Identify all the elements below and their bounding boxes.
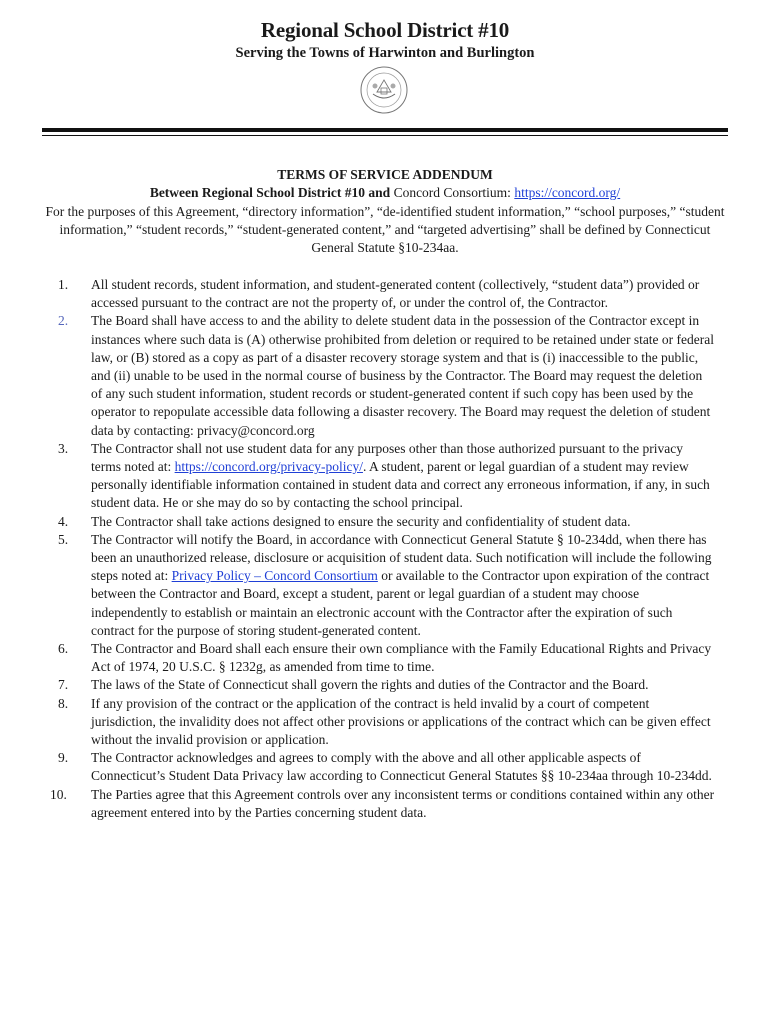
- item-text: The Contractor shall not use student data for any purposes other than those authorized pursuant to the privacy terms noted at:: [91, 440, 683, 475]
- item-text-cont: or available to the Contractor upon expiration of the contract between the Contractor and Board, except a student, parent or legal guardian of a student may choose independently to establish or maintain an electronic account with the Contractor after the expiration of such contract for the purpose of storing student-generated content.: [91, 568, 710, 638]
- header-divider-thin: [42, 135, 728, 136]
- parties-label: Between Regional School District #10 and: [149, 185, 391, 200]
- privacy-policy-link[interactable]: Privacy Policy – Concord Consortium: [171, 568, 378, 584]
- addendum-heading: TERMS OF SERVICE ADDENDUM: [277, 167, 493, 182]
- item-text: The Contractor shall take actions designed to ensure the security and confidentiality of student data.: [91, 513, 631, 529]
- vendor-url-link[interactable]: https://concord.org/: [514, 185, 621, 200]
- item-text: The Contractor will notify the Board, in accordance with Connecticut General Statute § 10-234dd, when there has been an unauthorized release, disclosure or acquisition of student data. Such notification will include the following steps noted at:: [91, 531, 712, 584]
- addendum-parties: [0, 185, 770, 201]
- vendor-name: Concord Consortium:: [393, 185, 511, 200]
- item-text: The Contractor and Board shall each ensure their own compliance with the Family Educational Rights and Privacy Act of 1974, 20 U.S.C. § 1232g, as amended from time to time.: [91, 641, 712, 675]
- district-subtitle: Serving the Towns of Harwinton and Burlington: [235, 45, 535, 61]
- item-number: 2.: [58, 313, 69, 329]
- item-number: 10.: [50, 786, 67, 802]
- header-divider-thick: [42, 128, 728, 132]
- privacy-policy-url-link[interactable]: https://concord.org/privacy-policy/: [174, 459, 363, 475]
- item-number: 1.: [58, 277, 69, 292]
- item-number: 3.: [58, 440, 69, 456]
- district-seal-icon: [360, 66, 408, 114]
- list-item: [0, 640, 770, 676]
- item-text: The Parties agree that this Agreement controls over any inconsistent terms or conditions contained within any other agreement entered into by the Parties concerning student data.: [91, 786, 715, 820]
- definitions-paragraph: For the purposes of this Agreement, “directory information”, “de-identified student information,” “school purposes,” “student information,” “student records,” “student-generated content,” and “targeted advertising” shall be defined by Connecticut General Statute §10-234aa.: [45, 204, 725, 256]
- item-number: 7.: [58, 677, 69, 693]
- item-number: 9.: [58, 750, 69, 766]
- terms-list: [0, 276, 770, 822]
- list-item: [0, 312, 770, 439]
- item-text-cont: . A student, parent or legal guardian of a student may review personally identifiable information contained in student data and correct any erroneous information, if any, in such student data. He or she may do so by contacting the school principal.: [91, 459, 710, 511]
- list-item: [0, 676, 770, 694]
- item-number: 4.: [58, 513, 69, 529]
- item-text: The Contractor acknowledges and agrees to comply with the above and all other applicable aspects of Connecticut’s Student Data Privacy law according to Connecticut General Statutes §§ 10-234aa through 10-234dd.: [91, 750, 712, 784]
- list-item: [0, 749, 770, 785]
- item-number: 5.: [58, 531, 69, 547]
- list-item: [0, 440, 770, 513]
- item-number: 6.: [58, 641, 69, 657]
- list-item: [0, 531, 770, 640]
- list-item: [0, 276, 770, 312]
- district-title: Regional School District #10: [260, 18, 510, 42]
- list-item: [0, 786, 770, 822]
- item-text: The Board shall have access to and the ability to delete student data in the possession of the Contractor except in instances where such data is (A) otherwise prohibited from deletion or required to be retained under state or federal law, or (B) stored as a copy as part of a disaster recovery storage system and that is (i) inaccessible to the public, and (ii) unable to be used in the normal course of business by the Contractor. The Board may request the deletion of any such student information, student records or student-generated content if such copy has been used by the operator to repopulate accessible data following a disaster recovery. The Board may request the deletion of student data by contacting: privacy@concord.org: [91, 313, 715, 438]
- item-text: The laws of the State of Connecticut shall govern the rights and duties of the Contractor and the Board.: [91, 677, 649, 693]
- list-item: [0, 513, 770, 531]
- item-text: If any provision of the contract or the application of the contract is held invalid by a court of competent jurisdiction, the invalidity does not affect other provisions or applications of the contract which can be given effect without the invalid provision or application.: [91, 695, 711, 748]
- item-text: All student records, student information, and student-generated content (collectively, “student data”) provided or accessed pursuant to the contract are not the property of, or under the control of, the Contractor.: [91, 277, 700, 311]
- list-item: [0, 695, 770, 750]
- item-number: 8.: [58, 695, 69, 711]
